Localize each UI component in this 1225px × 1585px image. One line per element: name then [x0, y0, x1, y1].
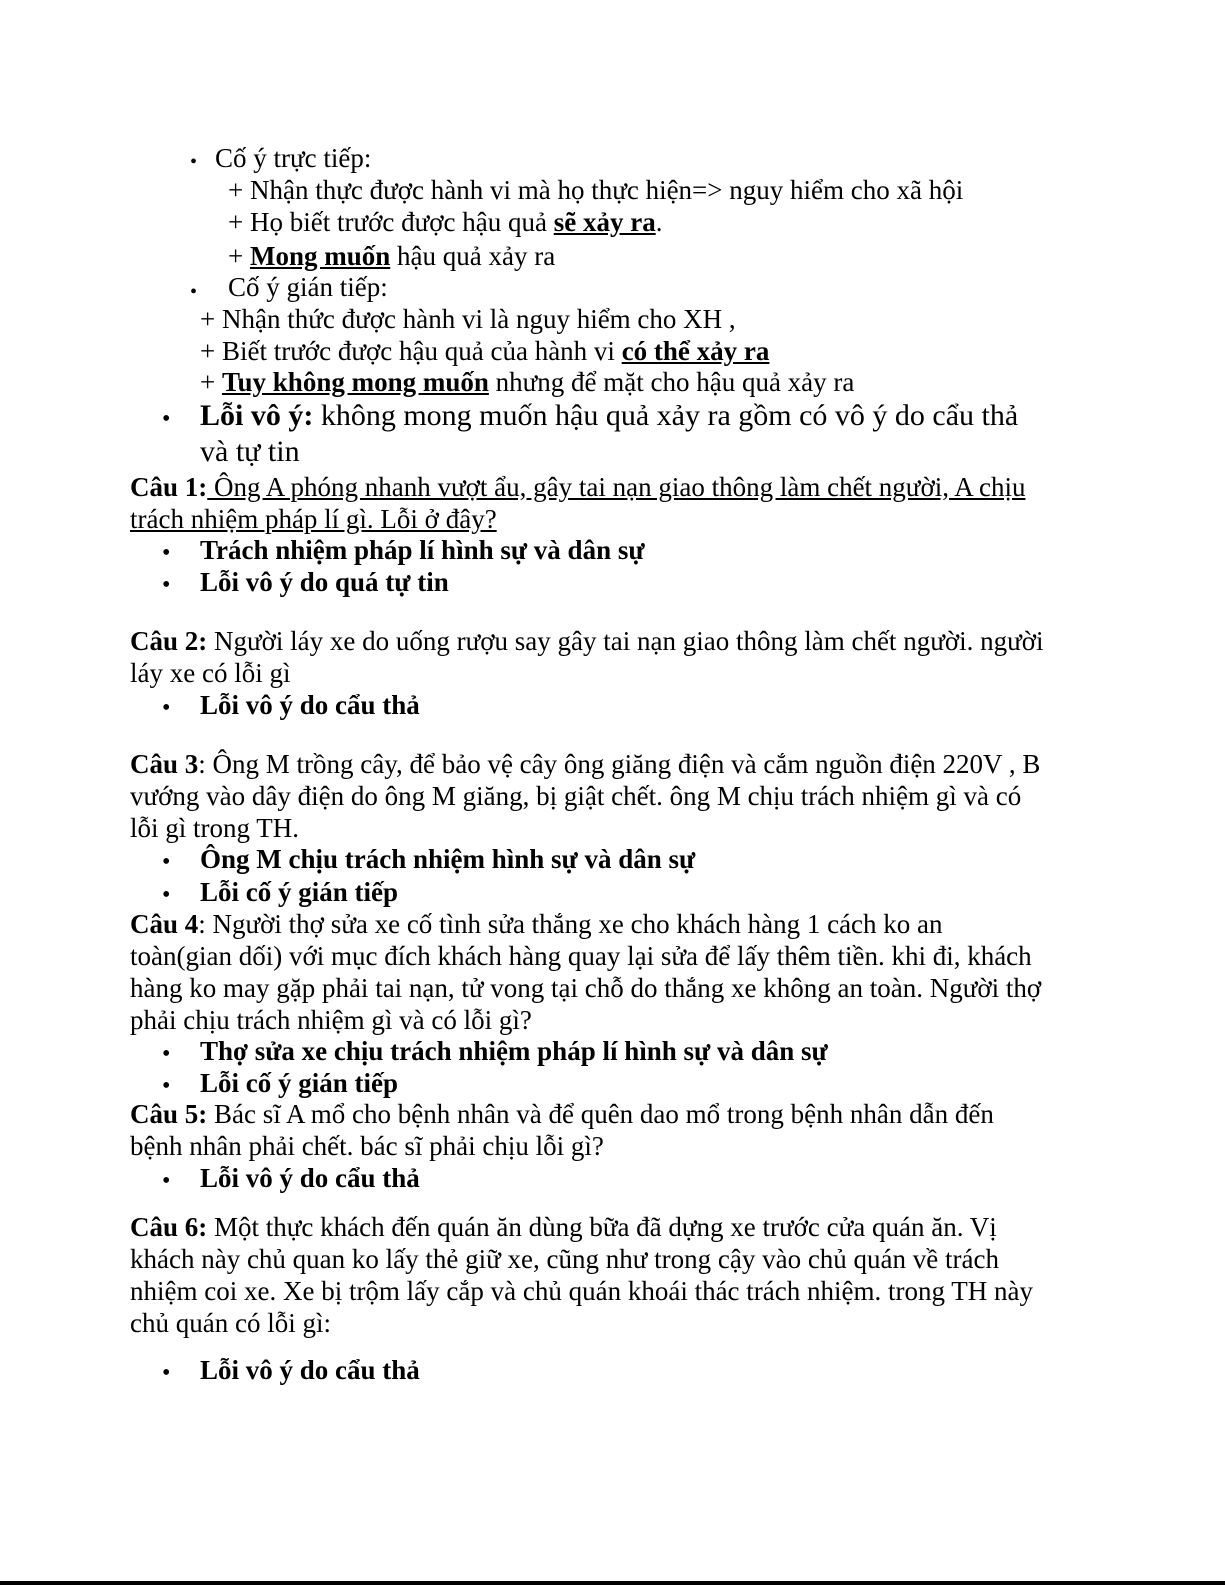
question-2-line-2: láy xe có lỗi gì [130, 658, 291, 688]
question-5-line-1: Câu 5: Bác sĩ A mổ cho bệnh nhân và để quên dao mổ trong bệnh nhân dẫn đến [130, 1099, 994, 1129]
question-1-answer-1: Trách nhiệm pháp lí hình sự và dân sự [200, 535, 645, 565]
question-2-answer-1: Lỗi vô ý do cẩu thả [200, 690, 420, 720]
question-5-line-2: bệnh nhân phải chết. bác sĩ phải chịu lỗi gì? [130, 1131, 604, 1161]
question-4-line-1: Câu 4: Người thợ sửa xe cố tình sửa thắng xe cho khách hàng 1 cách ko an [130, 909, 943, 939]
question-3-line-2: vướng vào dây điện do ông M giăng, bị giật chết. ông M chịu trách nhiệm gì và có [130, 781, 1022, 811]
question-2-line-1: Câu 2: Người láy xe do uống rượu say gây tai nạn giao thông làm chết người. người [130, 626, 1044, 656]
bullet: • [162, 882, 171, 908]
direct-intent-point-3: + Mong muốn hậu quả xảy ra [228, 241, 556, 271]
bullet: • [190, 281, 198, 303]
bullet: • [162, 540, 171, 566]
question-1-answer-2: Lỗi vô ý do quá tự tin [200, 567, 449, 597]
indirect-intent-point-3: + Tuy không mong muốn nhưng để mặt cho hậu quả xảy ra [200, 367, 855, 397]
bullet: • [162, 572, 171, 598]
question-6-line-1: Câu 6: Một thực khách đến quán ăn dùng bữa đã dựng xe trước cửa quán ăn. Vị [130, 1212, 997, 1242]
bullet: • [162, 1073, 171, 1099]
question-4-line-3: hàng ko may gặp phải tai nạn, tử vong tại chỗ do thắng xe không an toàn. Người thợ [130, 973, 1042, 1003]
question-6-answer-1: Lỗi vô ý do cẩu thả [200, 1355, 420, 1385]
question-4-line-2: toàn(gian dối) với mục đích khách hàng quay lại sửa để lấy thêm tiền. khi đi, khách [130, 941, 1032, 971]
unintentional-fault-definition: Lỗi vô ý: không mong muốn hậu quả xảy ra gồm có vô ý do cẩu thả [200, 399, 1019, 432]
question-6-line-3: nhiệm coi xe. Xe bị trộm lấy cắp và chủ quán khoái thác trách nhiệm. trong TH này [130, 1276, 1033, 1306]
bullet: • [190, 151, 198, 173]
question-1-line-2: trách nhiệm pháp lí gì. Lỗi ở đây? [130, 504, 497, 534]
indirect-intent-point-2: + Biết trước được hậu quả của hành vi có thể xảy ra [200, 336, 770, 366]
direct-intent-point-1: + Nhận thực được hành vi mà họ thực hiện=> nguy hiểm cho xã hội [228, 175, 964, 205]
indirect-intent-point-1: + Nhận thức được hành vi là nguy hiểm cho XH , [200, 304, 736, 334]
question-3-answer-1: Ông M chịu trách nhiệm hình sự và dân sự [200, 844, 696, 874]
direct-intent-point-2: + Họ biết trước được hậu quả sẽ xảy ra. [228, 207, 663, 237]
question-6-line-2: khách này chủ quan ko lấy thẻ giữ xe, cũng như trong cậy vào chủ quán về trách [130, 1244, 999, 1274]
question-1-line-1: Câu 1: Ông A phóng nhanh vượt ẩu, gây tai nạn giao thông làm chết người, A chịu [130, 472, 1026, 502]
bullet: • [162, 406, 171, 432]
question-3-answer-2: Lỗi cố ý gián tiếp [200, 877, 399, 907]
question-4-line-4: phải chịu trách nhiệm gì và có lỗi gì? [130, 1005, 532, 1035]
unintentional-fault-definition-cont: và tự tin [200, 435, 300, 468]
indirect-intent-title: Cố ý gián tiếp: [228, 272, 388, 302]
bullet: • [162, 1041, 171, 1067]
direct-intent-title: Cố ý trực tiếp: [215, 143, 372, 173]
question-3-line-1: Câu 3: Ông M trồng cây, để bảo vệ cây ông giăng điện và cắm nguồn điện 220V , B [130, 749, 1041, 779]
question-3-line-3: lỗi gì trong TH. [130, 813, 300, 843]
bullet: • [162, 695, 171, 721]
question-4-answer-1: Thợ sửa xe chịu trách nhiệm pháp lí hình sự và dân sự [200, 1036, 828, 1066]
question-4-answer-2: Lỗi cố ý gián tiếp [200, 1068, 399, 1098]
bullet: • [162, 1360, 171, 1386]
bullet: • [162, 849, 171, 875]
bullet: • [162, 1168, 171, 1194]
question-6-line-4: chủ quán có lỗi gì: [130, 1308, 331, 1338]
page-bottom-border [0, 1581, 1225, 1585]
question-5-answer-1: Lỗi vô ý do cẩu thả [200, 1163, 420, 1193]
